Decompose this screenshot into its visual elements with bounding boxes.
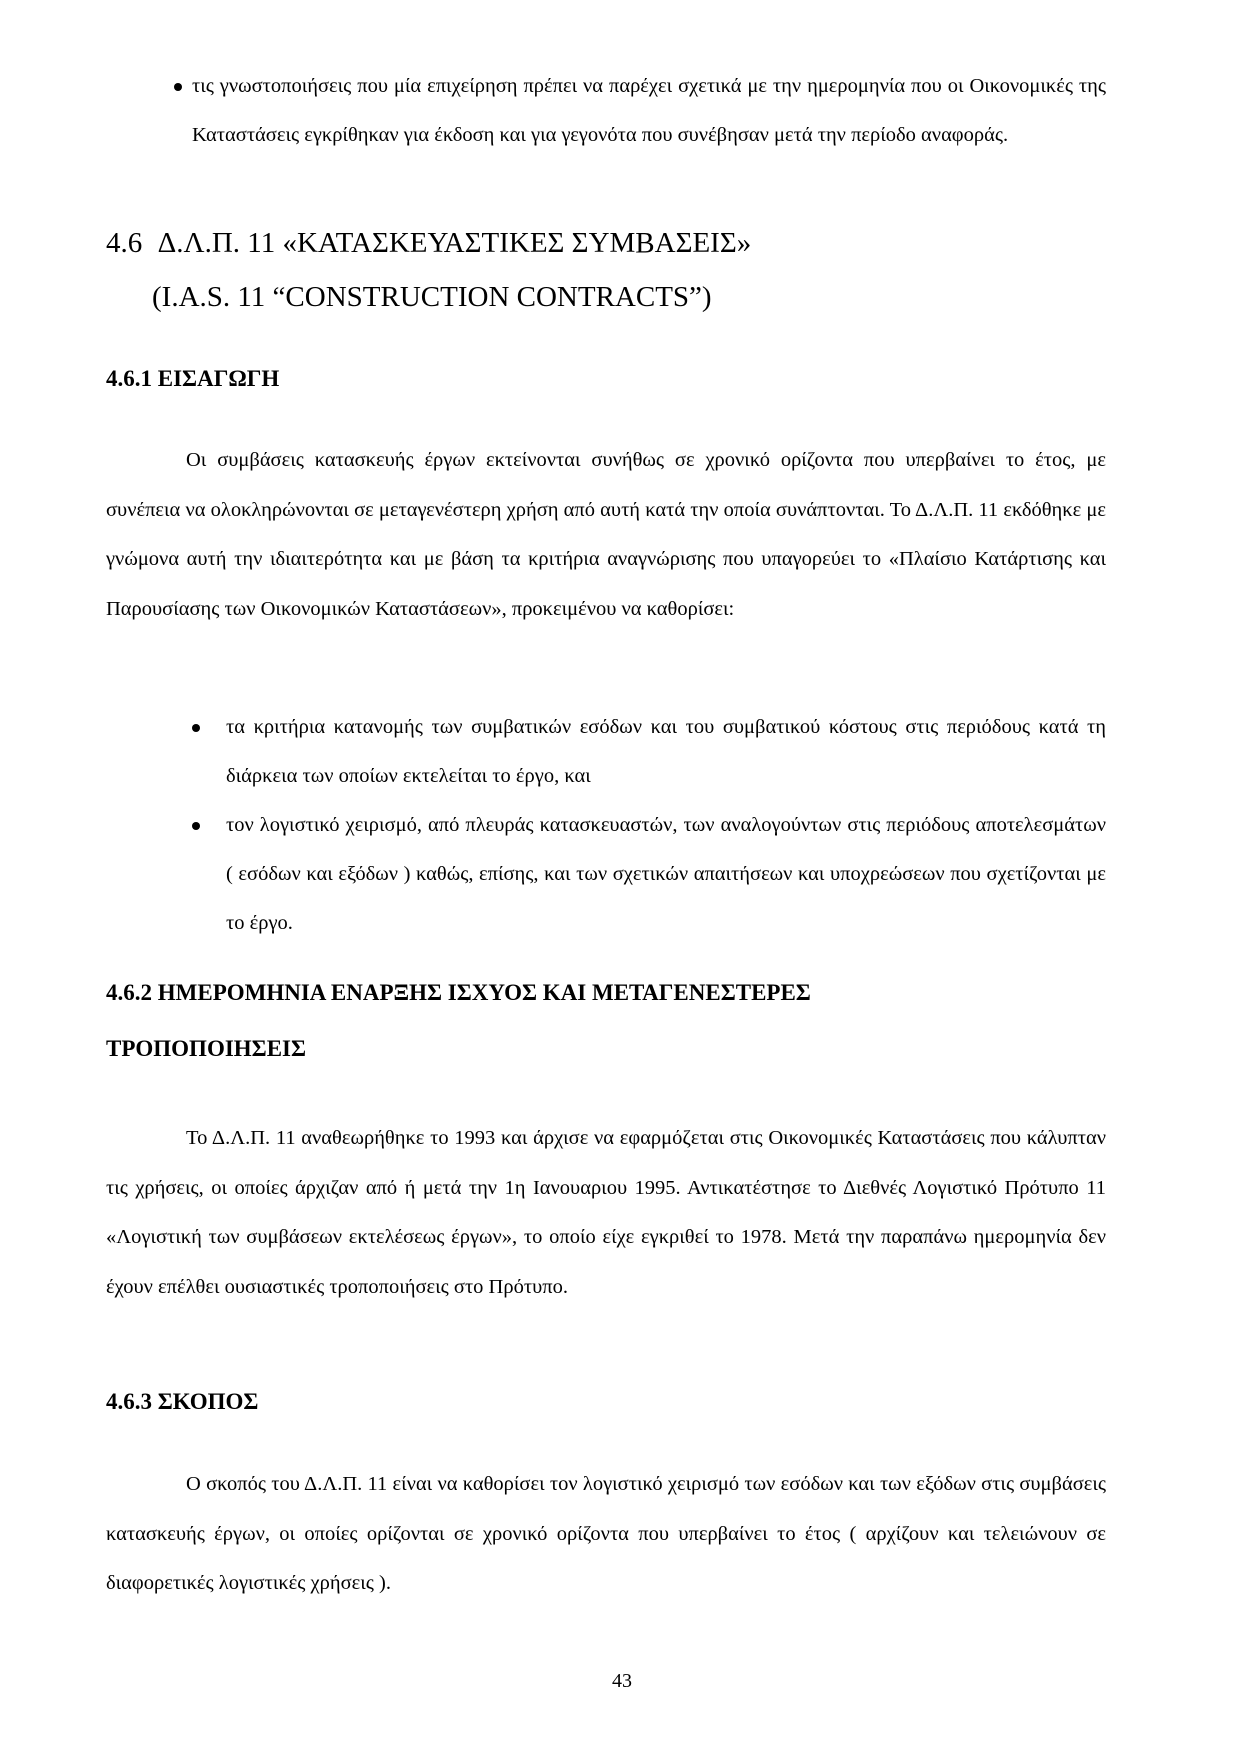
page-number: 43 [612,1670,632,1692]
intro-bullet-text: τις γνωστοποιήσεις που μία επιχείρηση πρέπει να παρέχει σχετικά με την ημερομηνία που οι Οικονομικές της Καταστάσεις εγκρίθηκαν για έκδοση και για γεγονότα που συνέβησαν μετά την περίοδο αναφοράς. [192,75,1106,146]
paragraph-461-block [106,436,1106,634]
heading-462 [106,965,1106,1077]
bullets-461-list [106,703,1106,948]
section-title [106,216,1106,324]
bullet-461-text-2: τον λογιστικό χειρισμό, από πλευράς κατασκευαστών, των αναλογούντων στις περιόδους αποτελεσμάτων ( εσόδων και εξόδων ) καθώς, επίσης, και των σχετικών απαιτήσεων και υποχρεώσεων που σχετίζονται με το έργο. [226,814,1106,934]
paragraph-463-text: Ο σκοπός του Δ.Λ.Π. 11 είναι να καθορίσει τον λογιστικό χειρισμό των εσόδων και των εξόδων στις συμβάσεις κατασκευής έργων, οι οποίες ορίζονται σε χρονικό ορίζοντα που υπερβαίνει το έτος ( αρχίζουν και τελειώνουν σε διαφορετικές λογιστικές χρήσεις ). [106,1473,1106,1594]
list-item [106,801,1106,948]
paragraph-462-block [106,1114,1106,1312]
paragraph-462 [106,1114,1106,1312]
intro-bullet [106,62,1106,160]
paragraph-461 [106,436,1106,634]
bullet-461-text-1: τα κριτήρια κατανομής των συμβατικών εσόδων και του συμβατικού κόστους στις περιόδους κατά τη διάρκεια των οποίων εκτελείται το έργο, και [226,716,1106,787]
intro-bullet-block [106,62,1106,160]
heading-462-line1: 4.6.2 ΗΜΕΡΟΜΗΝΙΑ ΕΝΑΡΞΗΣ ΙΣΧΥΟΣ ΚΑΙ ΜΕΤΑΓΕΝΕΣΤΕΡΕΣ [106,980,811,1005]
paragraph-461-text: Οι συμβάσεις κατασκευής έργων εκτείνονται συνήθως σε χρονικό ορίζοντα που υπερβαίνει το έτος, με συνέπεια να ολοκληρώνονται σε μεταγενέστερη χρήση από αυτή κατά την οποία συνάπτονται. Το Δ.Λ.Π. 11 εκδόθηκε με γνώμονα αυτή την ιδιαιτερότητα και με βάση τα κριτήρια αναγνώρισης που υπαγορεύει το «Πλαίσιο Κατάρτισης και Παρουσίασης των Οικονομικών Καταστάσεων», προκειμένου να καθορίσει: [106,449,1106,620]
heading-462-line2: ΤΡΟΠΟΠΟΙΗΣΕΙΣ [106,1036,307,1061]
bullets-461 [106,703,1106,948]
heading-463-text: 4.6.3 ΣΚΟΠΟΣ [106,1389,259,1414]
section-title-line2: (I.A.S. 11 “CONSTRUCTION CONTRACTS”) [152,281,712,313]
bullet-dot-icon [174,83,182,91]
paragraph-463 [106,1460,1106,1609]
heading-463 [106,1377,1106,1427]
section-title-line1 [106,216,1106,270]
bullet-dot-icon [192,822,200,830]
section-title-text: Δ.Λ.Π. 11 «ΚΑΤΑΣΚΕΥΑΣΤΙΚΕΣ ΣΥΜΒΑΣΕΙΣ» [157,227,752,259]
paragraph-462-text: Το Δ.Λ.Π. 11 αναθεωρήθηκε το 1993 και άρχισε να εφαρμόζεται στις Οικονομικές Καταστάσεις που κάλυπταν τις χρήσεις, οι οποίες άρχιζαν από ή μετά την 1η Ιανουαριου 1995. Αντικατέστησε το Διεθνές Λογιστικό Πρότυπο 11 «Λογιστική των συμβάσεων εκτελέσεως έργων», το οποίο είχε εγκριθεί το 1978. Μετά την παραπάνω ημερομηνία δεν έχουν επέλθει ουσιαστικές τροποποιήσεις στο Πρότυπο. [106,1127,1106,1298]
heading-461-text: 4.6.1 ΕΙΣΑΓΩΓΗ [106,366,280,391]
list-item [106,703,1106,801]
heading-461 [106,354,1106,404]
paragraph-463-block [106,1460,1106,1609]
bullet-dot-icon [192,724,200,732]
section-number: 4.6 [106,227,143,259]
